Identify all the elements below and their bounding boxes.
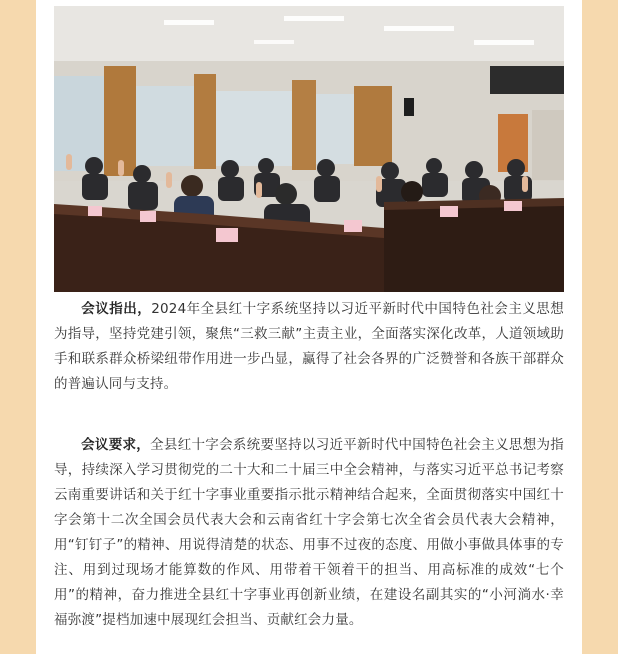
paragraph-lead: 会议指出， <box>81 301 152 317</box>
paragraph-lead: 会议要求， <box>81 437 151 453</box>
paragraph-text: 2024年全县红十字系统坚持以习近平新时代中国特色社会主义思想为指导，坚持党建引领，聚焦“三救三献”主责主业，全面落实深化改革，人道领域助手和联系群众桥梁纽带作用进一步凸显，赢得了社会各界的广泛赞誉和各族干部群众的普遍认同与支持。 <box>54 301 564 392</box>
meeting-photo <box>54 6 564 292</box>
meeting-photo-illustration <box>54 6 564 292</box>
article-page <box>36 0 582 654</box>
paragraph-meeting-requirements <box>54 433 564 633</box>
paragraph-text: 全县红十字会系统要坚持以习近平新时代中国特色社会主义思想为指导，持续深入学习贯彻党的二十大和二十届三中全会精神，与落实习近平总书记考察云南重要讲话和关于红十字事业重要指示批示精神结合起来，全面贯彻落实中国红十字会第十二次全国会员代表大会和云南省红十字会第七次全省会员代表大会精神，用“钉钉子”的精神、用说得清楚的状态、用事不过夜的态度、用做小事做具体事的专注、用到过现场才能算数的作风、用带着干领着干的担当、用高标准的成效“七个用”的精神，奋力推进全县红十字事业再创新业绩，在建设名副其实的“小河淌水·幸福弥渡”提档加速中展现红会担当、贡献红会力量。 <box>54 437 565 628</box>
paragraph-meeting-points <box>54 297 564 397</box>
